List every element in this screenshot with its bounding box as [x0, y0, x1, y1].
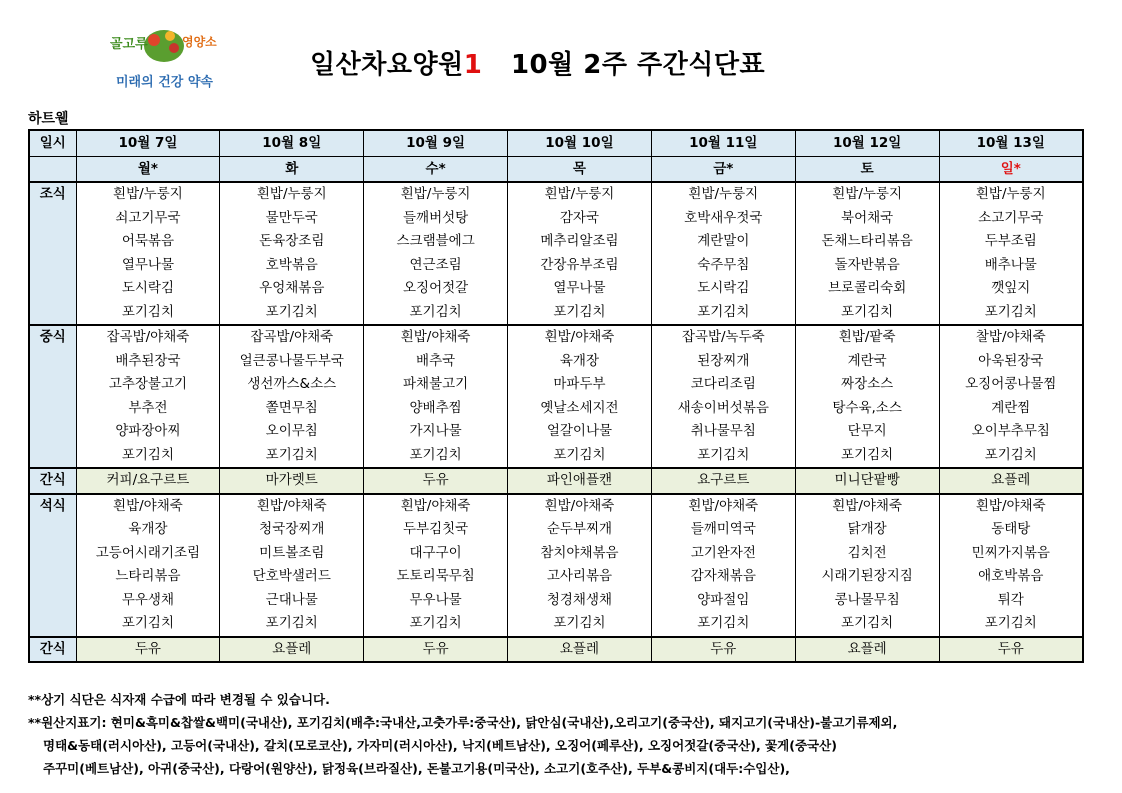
menu-item: 스크램블에그	[364, 230, 508, 254]
snack1-row	[29, 468, 1083, 494]
menu-item: 대구구이	[364, 542, 508, 566]
menu-item: 깻잎지	[939, 277, 1083, 301]
menu-item: 포기김치	[795, 612, 939, 637]
menu-item: 양파장아찌	[76, 420, 220, 444]
menu-item: 포기김치	[364, 444, 508, 469]
menu-item: 닭개장	[795, 518, 939, 542]
menu-item: 흰밥/팥죽	[795, 325, 939, 350]
menu-item: 흰밥/야채죽	[508, 325, 652, 350]
menu-item: 배추국	[364, 350, 508, 374]
menu-item: 옛날소세지전	[508, 397, 652, 421]
snack-item: 두유	[651, 637, 795, 663]
menu-item: 고등어시래기조림	[76, 542, 220, 566]
dinner-row	[29, 494, 1083, 519]
dinner-label: 석식	[29, 494, 76, 637]
menu-item: 가지나물	[364, 420, 508, 444]
menu-item: 도토리묵무침	[364, 565, 508, 589]
snack-item: 요플레	[508, 637, 652, 663]
menu-item: 흰밥/야채죽	[364, 325, 508, 350]
snack-item: 파인애플캔	[508, 468, 652, 494]
menu-item: 쇠고기무국	[76, 207, 220, 231]
menu-item: 흰밥/누룽지	[220, 182, 364, 207]
menu-item: 아욱된장국	[939, 350, 1083, 374]
date-header: 10월 12일	[795, 130, 939, 157]
menu-item: 배추된장국	[76, 350, 220, 374]
menu-item: 포기김치	[364, 301, 508, 326]
menu-item: 포기김치	[795, 444, 939, 469]
snack2-row	[29, 637, 1083, 663]
lunch-row	[29, 397, 1083, 421]
menu-item: 계란찜	[939, 397, 1083, 421]
breakfast-row	[29, 301, 1083, 326]
menu-item: 무우나물	[364, 589, 508, 613]
menu-item: 고기완자전	[651, 542, 795, 566]
menu-item: 물만두국	[220, 207, 364, 231]
menu-item: 육개장	[76, 518, 220, 542]
menu-item: 포기김치	[364, 612, 508, 637]
menu-item: 육개장	[508, 350, 652, 374]
menu-item: 들깨미역국	[651, 518, 795, 542]
logo-line2: 미래의 건강 약속	[116, 75, 213, 90]
dinner-row	[29, 565, 1083, 589]
menu-item: 청국장찌개	[220, 518, 364, 542]
dinner-row	[29, 589, 1083, 613]
menu-item: 잡곡밥/야채죽	[220, 325, 364, 350]
logo-line1-b: 영양소	[182, 35, 217, 49]
menu-item: 마파두부	[508, 373, 652, 397]
breakfast-label: 조식	[29, 182, 76, 325]
menu-item: 애호박볶음	[939, 565, 1083, 589]
menu-item: 쫄면무침	[220, 397, 364, 421]
menu-item: 호박볶음	[220, 254, 364, 278]
menu-item: 고추장불고기	[76, 373, 220, 397]
menu-item: 포기김치	[651, 301, 795, 326]
note-origin-line3: 주꾸미(베트남산), 아귀(중국산), 다랑어(원양산), 닭정육(브라질산), 돈불고기용(미국산), 소고기(호주산), 두부&콩비지(대두:수입산),	[43, 761, 790, 776]
date-header: 10월 7일	[76, 130, 220, 157]
menu-item: 배추나물	[939, 254, 1083, 278]
menu-item: 간장유부조림	[508, 254, 652, 278]
weekly-menu-table	[28, 129, 1084, 663]
menu-item: 오징어젓갈	[364, 277, 508, 301]
menu-item: 포기김치	[939, 444, 1083, 469]
week-title: 10월 2주 주간식단표	[510, 50, 766, 80]
day-header-corner	[29, 157, 76, 183]
menu-item: 튀각	[939, 589, 1083, 613]
snack-item: 미니단팥빵	[795, 468, 939, 494]
menu-item: 흰밥/야채죽	[220, 494, 364, 519]
menu-item: 계란말이	[651, 230, 795, 254]
menu-item: 양배추찜	[364, 397, 508, 421]
lunch-row	[29, 420, 1083, 444]
menu-item: 어묵볶음	[76, 230, 220, 254]
logo-graphic	[108, 22, 248, 96]
menu-item: 느타리볶음	[76, 565, 220, 589]
menu-item: 돈육장조림	[220, 230, 364, 254]
menu-item: 미트볼조림	[220, 542, 364, 566]
day-header: 금*	[651, 157, 795, 183]
breakfast-row	[29, 254, 1083, 278]
facility-number: 1	[463, 50, 483, 80]
menu-item: 잡곡밥/야채죽	[76, 325, 220, 350]
menu-item: 포기김치	[939, 301, 1083, 326]
menu-item: 흰밥/누룽지	[795, 182, 939, 207]
menu-item: 포기김치	[220, 612, 364, 637]
date-header: 10월 11일	[651, 130, 795, 157]
snack1-label: 간식	[29, 468, 76, 494]
menu-item: 호박새우젓국	[651, 207, 795, 231]
day-header: 수*	[364, 157, 508, 183]
menu-item: 포기김치	[651, 612, 795, 637]
menu-item: 흰밥/야채죽	[939, 494, 1083, 519]
menu-item: 숙주무침	[651, 254, 795, 278]
menu-item: 흰밥/누룽지	[508, 182, 652, 207]
snack-item: 커피/요구르트	[76, 468, 220, 494]
menu-item: 양파절임	[651, 589, 795, 613]
menu-item: 들깨버섯탕	[364, 207, 508, 231]
menu-item: 포기김치	[220, 301, 364, 326]
day-header: 토	[795, 157, 939, 183]
snack-item: 요플레	[220, 637, 364, 663]
menu-item: 메추리알조림	[508, 230, 652, 254]
menu-item: 오이부추무침	[939, 420, 1083, 444]
snack-item: 두유	[76, 637, 220, 663]
menu-item: 두부조림	[939, 230, 1083, 254]
menu-item: 근대나물	[220, 589, 364, 613]
menu-item: 콩나물무침	[795, 589, 939, 613]
menu-item: 흰밥/누룽지	[76, 182, 220, 207]
day-header: 월*	[76, 157, 220, 183]
menu-item: 소고기무국	[939, 207, 1083, 231]
menu-item: 감자채볶음	[651, 565, 795, 589]
menu-item: 포기김치	[508, 444, 652, 469]
menu-item: 짜장소스	[795, 373, 939, 397]
subtitle: 하트웰	[28, 111, 69, 127]
menu-item: 흰밥/야채죽	[795, 494, 939, 519]
note-origin-line2: 명태&동태(러시아산), 고등어(국내산), 갈치(모로코산), 가자미(러시아산), 낙지(베트남산), 오징어(페루산), 오징어젓갈(중국산), 꽃게(중국산)	[43, 738, 837, 753]
menu-item: 오징어콩나물찜	[939, 373, 1083, 397]
menu-item: 흰밥/누룽지	[651, 182, 795, 207]
lunch-label: 중식	[29, 325, 76, 468]
dinner-row	[29, 542, 1083, 566]
menu-item: 고사리볶음	[508, 565, 652, 589]
note-origin-line1: **원산지표기: 현미&흑미&찹쌀&백미(국내산), 포기김치(배추:국내산,고춧가루:중국산), 닭안심(국내산),오리고기(중국산), 돼지고기(국내산)-불고기류제외,	[28, 715, 898, 730]
menu-item: 도시락김	[651, 277, 795, 301]
menu-item: 시래기된장지짐	[795, 565, 939, 589]
menu-item: 포기김치	[220, 444, 364, 469]
breakfast-row	[29, 230, 1083, 254]
logo-line1-a: 골고루	[110, 37, 148, 52]
menu-item: 무우생채	[76, 589, 220, 613]
menu-item: 흰밥/야채죽	[508, 494, 652, 519]
menu-item: 포기김치	[76, 612, 220, 637]
menu-item: 흰밥/누룽지	[364, 182, 508, 207]
menu-item: 포기김치	[508, 612, 652, 637]
snack-item: 두유	[364, 637, 508, 663]
menu-item: 파채불고기	[364, 373, 508, 397]
menu-item: 생선까스&소스	[220, 373, 364, 397]
snack-item: 두유	[364, 468, 508, 494]
snack2-label: 간식	[29, 637, 76, 663]
menu-item: 참치야채볶음	[508, 542, 652, 566]
menu-item: 오이무침	[220, 420, 364, 444]
page-title	[310, 44, 765, 81]
day-header: 목	[508, 157, 652, 183]
menu-item: 포기김치	[508, 301, 652, 326]
menu-item: 부추전	[76, 397, 220, 421]
menu-item: 계란국	[795, 350, 939, 374]
date-header: 10월 13일	[939, 130, 1083, 157]
menu-item: 도시락김	[76, 277, 220, 301]
day-header: 화	[220, 157, 364, 183]
menu-item: 포기김치	[76, 444, 220, 469]
menu-item: 김치전	[795, 542, 939, 566]
snack-item: 요플레	[795, 637, 939, 663]
menu-item: 우엉채볶음	[220, 277, 364, 301]
date-header: 10월 10일	[508, 130, 652, 157]
breakfast-row	[29, 182, 1083, 207]
lunch-row	[29, 350, 1083, 374]
note-change-notice: **상기 식단은 식자재 수급에 따라 변경될 수 있습니다.	[28, 692, 330, 707]
dinner-row	[29, 612, 1083, 637]
menu-item: 돈채느타리볶음	[795, 230, 939, 254]
menu-item: 민찌가지볶음	[939, 542, 1083, 566]
snack-item: 마가렛트	[220, 468, 364, 494]
menu-item: 두부김칫국	[364, 518, 508, 542]
dinner-row	[29, 518, 1083, 542]
menu-item: 흰밥/야채죽	[76, 494, 220, 519]
menu-item: 포기김치	[939, 612, 1083, 637]
date-header: 10월 8일	[220, 130, 364, 157]
menu-item: 찰밥/야채죽	[939, 325, 1083, 350]
breakfast-row	[29, 277, 1083, 301]
menu-item: 청경채생채	[508, 589, 652, 613]
menu-item: 단무지	[795, 420, 939, 444]
menu-item: 코다리조림	[651, 373, 795, 397]
menu-item: 포기김치	[795, 301, 939, 326]
day-header-row	[29, 157, 1083, 183]
menu-item: 브로콜리숙회	[795, 277, 939, 301]
menu-item: 순두부찌개	[508, 518, 652, 542]
facility-name: 일산차요양원	[310, 50, 464, 80]
menu-item: 열무나물	[76, 254, 220, 278]
date-header-row	[29, 130, 1083, 157]
menu-item: 얼갈이나물	[508, 420, 652, 444]
menu-item: 돌자반볶음	[795, 254, 939, 278]
snack-item: 두유	[939, 637, 1083, 663]
menu-item: 얼큰콩나물두부국	[220, 350, 364, 374]
menu-item: 된장찌개	[651, 350, 795, 374]
snack-item: 요플레	[939, 468, 1083, 494]
menu-item: 새송이버섯볶음	[651, 397, 795, 421]
menu-item: 단호박샐러드	[220, 565, 364, 589]
lunch-row	[29, 325, 1083, 350]
menu-item: 흰밥/야채죽	[651, 494, 795, 519]
day-header: 일*	[939, 157, 1083, 183]
breakfast-row	[29, 207, 1083, 231]
logo	[108, 22, 248, 96]
menu-item: 포기김치	[76, 301, 220, 326]
date-header: 10월 9일	[364, 130, 508, 157]
lunch-row	[29, 444, 1083, 469]
menu-item: 북어채국	[795, 207, 939, 231]
menu-item: 흰밥/야채죽	[364, 494, 508, 519]
notes	[28, 688, 897, 780]
menu-item: 취나물무침	[651, 420, 795, 444]
menu-item: 포기김치	[651, 444, 795, 469]
menu-item: 잡곡밥/녹두죽	[651, 325, 795, 350]
menu-item: 탕수육,소스	[795, 397, 939, 421]
snack-item: 요구르트	[651, 468, 795, 494]
menu-item: 열무나물	[508, 277, 652, 301]
header-corner: 일시	[29, 130, 76, 157]
menu-item: 동태탕	[939, 518, 1083, 542]
menu-item: 연근조림	[364, 254, 508, 278]
menu-item: 감자국	[508, 207, 652, 231]
menu-item: 흰밥/누룽지	[939, 182, 1083, 207]
lunch-row	[29, 373, 1083, 397]
